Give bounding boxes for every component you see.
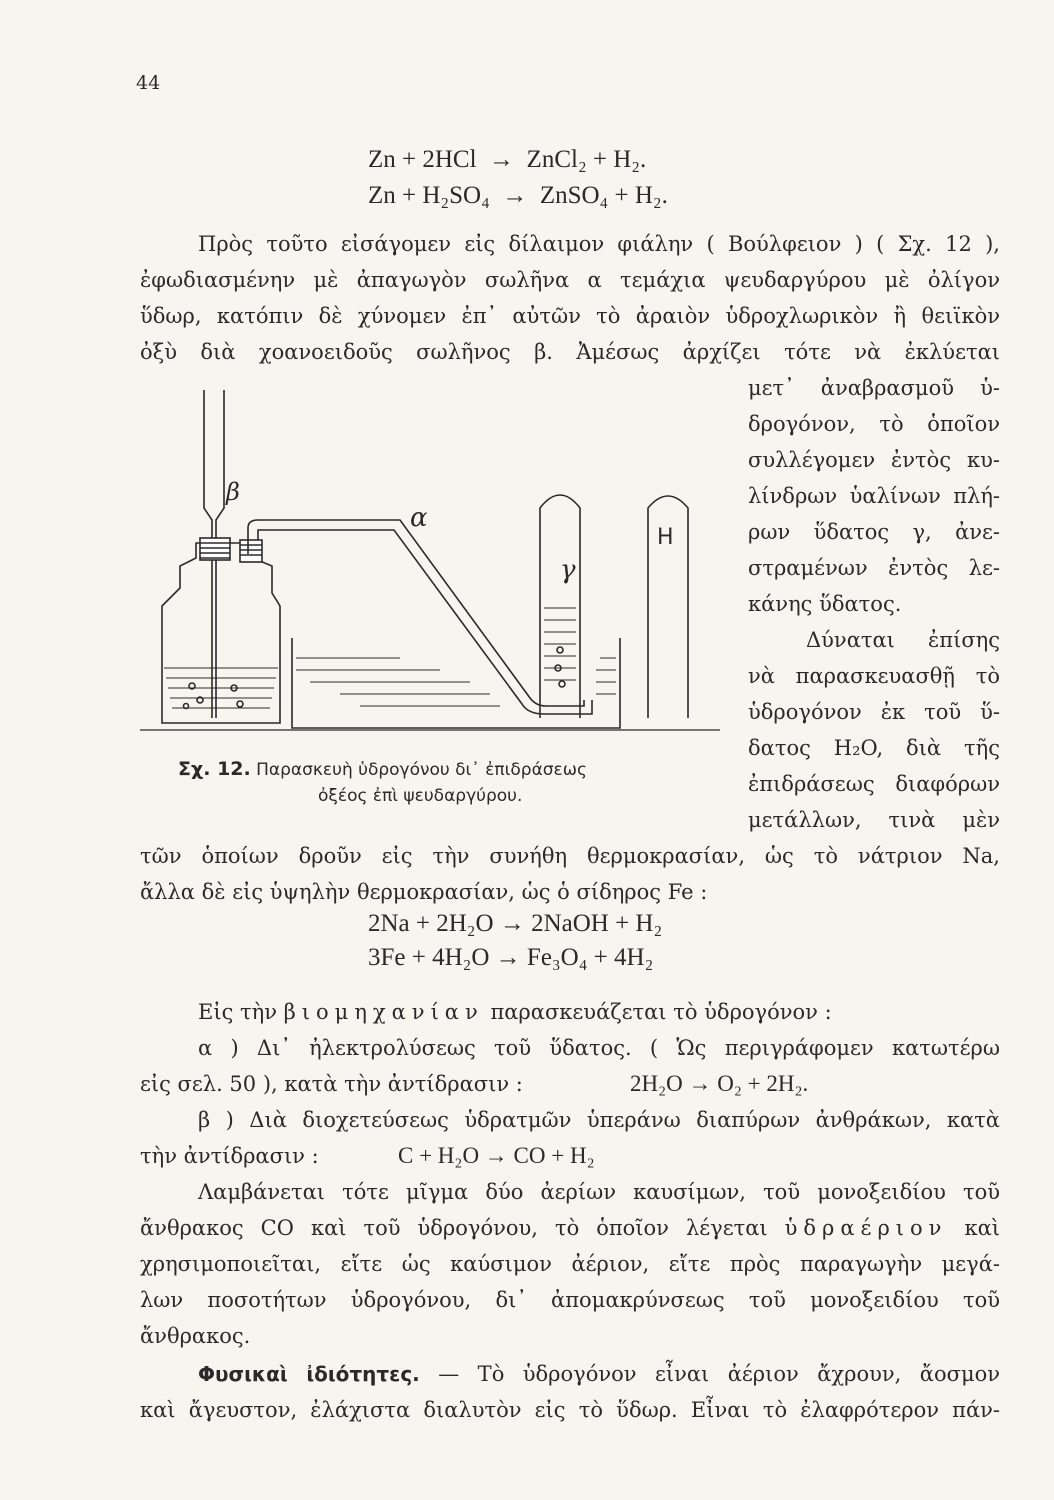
eq-lhs: Zn + 2HCl [368,146,477,173]
beta-item-line1: β ) Διὰ διοχετεύσεως ὑδρατμῶν ὑπεράνω διαπύρων ἀνθράκων, κατὰ [198,1108,1000,1132]
bottle-liquid [164,668,278,708]
industry-suffix: παρασκευάζεται τὸ ὑδρογόνον : [490,1000,832,1024]
industry-spaced: βιομηχανίαν [283,1000,484,1024]
label-alpha: α [410,503,428,533]
side-line: κάνης ὕδατος. [748,592,902,616]
para3-line1: Λαμβάνεται τότε μῖγμα δύο ἀερίων καυσίμων, τοῦ μονοξειδίου τοῦ [198,1180,1000,1204]
para2-line: ἄλλα δὲ εἰς ὑψηλὴν θερμοκρασίαν, ὡς ὁ σίδηρος Fe : [140,880,708,904]
alpha-item-text: εἰς σελ. 50 ), κατὰ τὴν ἀντίδρασιν : [140,1072,523,1096]
equation-zn-h2so4 [368,182,668,210]
side-line: λίνδρων ὑαλίνων πλή- [748,484,1000,508]
physical-line1 [198,1356,1000,1392]
physical-heading: Φυσικαὶ ἰδιότητες. [198,1362,420,1386]
side-line: νὰ παρασκευασθῇ τὸ [748,664,1000,688]
para3-line2-prefix: ἄνθρακος CO καὶ τοῦ ὑδρογόνου, τὸ ὁποῖον λέγεται [140,1216,768,1240]
beta-item-text: τὴν ἀντίδρασιν : [140,1144,319,1168]
side-line: Δύναται ἐπίσης [806,628,1000,652]
para3-line3: χρησιμοποιεῖται, εἴτε ὡς καύσιμον ἀέριον, εἴτε πρὸς παραγωγὴν μεγά- [140,1252,1000,1276]
figure-caption [178,758,587,780]
alpha-item-line2 [140,1066,1000,1102]
side-line: δρογόνον, τὸ ὁποῖον [748,412,1000,436]
woulff-bottle [162,543,280,723]
alpha-item-line1: α ) Δι᾿ ἠλεκτρολύσεως τοῦ ὕδατος. ( Ὡς περιγράφομεν κατωτέρω [198,1036,1000,1060]
beta-item-line2 [140,1138,1000,1174]
para3-line5: ἄνθρακος. [140,1324,251,1348]
side-line: ἐπιδράσεως διαφόρων [748,772,1000,796]
stopper-left [200,538,230,560]
label-beta: β [226,478,240,506]
side-line: δατος H₂O, διὰ τῆς [748,736,1000,760]
para1-line: ὀξὺ διὰ χοανοειδοῦς σωλῆνος β. Ἀμέσως ἀρχίζει τότε νὰ ἐκλύεται [140,340,1000,364]
side-line: μετ᾿ ἀναβρασμοῦ ὑ- [748,376,1000,400]
equation-fe: 3Fe + 4H₂O → Fe₃O₄ + 4H₂ [368,944,654,971]
beta-item-eq: C + H₂O → CO + H₂ [398,1143,595,1168]
eq-rhs: ZnCl₂ + H₂. [526,146,647,173]
equation-zn-hcl [368,146,646,174]
para3-spaced: ὑδραέριον [784,1216,948,1240]
physical-line2: καὶ ἄγευστον, ἐλάχιστα διαλυτὸν εἰς τὸ ὕδωρ. Εἶναι τὸ ἐλαφρότερον πάν- [140,1398,1000,1422]
side-line: μετάλλων, τινὰ μὲν [748,808,1000,832]
equation-na: 2Na + 2H₂O → 2NaOH + H₂ [368,910,663,937]
para2-line: τῶν ὁποίων δροῦν εἰς τὴν συνήθη θερμοκρασίαν, ὡς τὸ νάτριον Na, [140,844,1000,868]
para1-line: ἐφωδιασμένην μὲ ἀπαγωγὸν σωλῆνα α τεμάχια ψευδαργύρου μὲ ὀλίγον [140,268,1000,292]
physical-line1-rest: — Τὸ ὑδρογόνον εἶναι ἀέριον ἄχρουν, ἄοσμον [438,1362,1000,1386]
cylinder-gamma [540,495,580,718]
para3-line4: λων ποσοτήτων ὑδρογόνου, δι᾿ ἀπομακρύνσεως τοῦ μονοξειδίου τοῦ [140,1288,1000,1312]
stopper-right [240,540,262,562]
side-line: ὑδρογόνον ἐκ τοῦ ὕ- [748,700,1000,724]
para3-line2 [140,1210,1000,1246]
industry-line [198,994,1000,1030]
eq-arrow: → [489,146,515,173]
para3-line2-suffix: καὶ [964,1216,1000,1240]
caption-number: Σχ. 12. [178,758,251,780]
page-number: 44 [136,72,161,94]
side-line: ρων ὕδατος γ, ἀνε- [748,520,1000,544]
eq-arrow: → [502,182,528,209]
label-gamma: γ [560,555,576,585]
trough-water [296,658,616,706]
para1-line: ὕδωρ, κατόπιν δὲ χύνομεν ἐπ᾿ αὐτῶν τὸ ἀραιὸν ὑδροχλωρικὸν ἢ θειϊκὸν [140,304,1000,328]
side-line: συλλέγομεν ἐντὸς κυ- [748,448,1000,472]
label-eta: H [657,525,674,550]
side-line: στραμένων ἐντὸς λε- [748,556,1000,580]
alpha-item-eq: 2H₂O → O₂ + 2H₂. [630,1071,809,1096]
eq-rhs: ZnSO₄ + H₂. [539,182,668,209]
eq-lhs: Zn + H₂SO₄ [368,182,490,209]
industry-prefix: Εἰς τὴν [198,1000,277,1024]
apparatus-figure [140,388,740,748]
para1-line: Πρὸς τοῦτο εἰσάγομεν εἰς δίλαιμον φιάλην ( Βούλφειον ) ( Σχ. 12 ), [198,232,1000,256]
figure-caption-2: ὀξέος ἐπὶ ψευδαργύρου. [318,786,523,806]
caption-line1: Παρασκευὴ ὑδρογόνου δι᾿ ἐπιδράσεως [256,760,587,780]
